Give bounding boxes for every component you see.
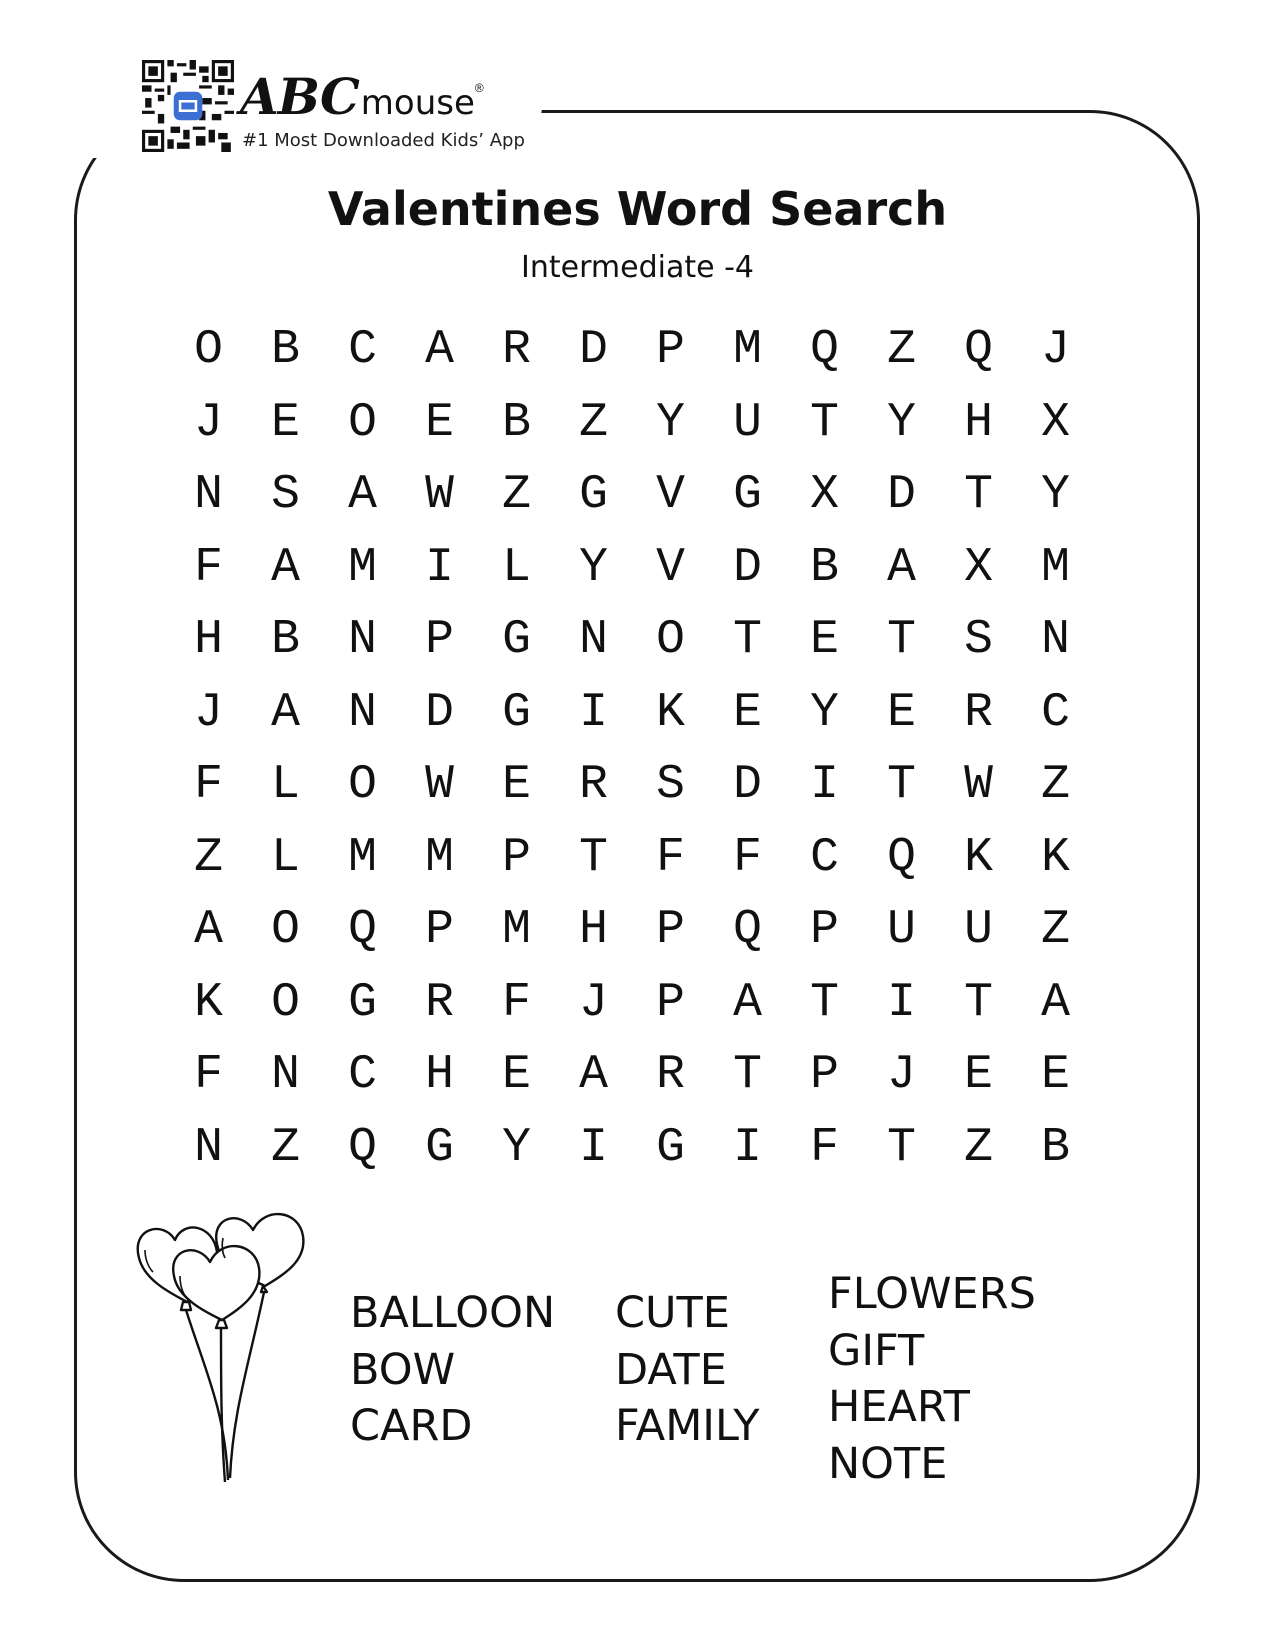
grid-letter[interactable]: C: [348, 1048, 377, 1102]
grid-letter[interactable]: U: [887, 903, 916, 957]
grid-letter[interactable]: T: [964, 975, 993, 1030]
grid-letter[interactable]: T: [964, 468, 993, 522]
grid-letter[interactable]: P: [502, 830, 531, 885]
grid-letter[interactable]: A: [271, 540, 300, 595]
grid-letter[interactable]: Z: [271, 1120, 300, 1175]
grid-letter[interactable]: X: [1041, 395, 1070, 450]
grid-letter[interactable]: F: [810, 1120, 839, 1175]
grid-letter[interactable]: I: [887, 975, 916, 1030]
grid-letter[interactable]: T: [579, 830, 608, 885]
grid-letter[interactable]: Z: [1041, 903, 1070, 957]
grid-letter[interactable]: G: [348, 975, 377, 1030]
grid-letter[interactable]: L: [271, 830, 300, 885]
word-list-column-2: [615, 1285, 760, 1455]
grid-letter[interactable]: O: [194, 323, 223, 377]
grid-letter[interactable]: E: [502, 1048, 531, 1102]
grid-letter[interactable]: B: [271, 323, 300, 377]
grid-letter[interactable]: D: [887, 468, 916, 522]
grid-letter[interactable]: O: [656, 613, 685, 667]
grid-letter[interactable]: E: [810, 613, 839, 667]
word-item: FLOWERS: [828, 1269, 1036, 1319]
grid-letter[interactable]: C: [810, 830, 839, 885]
grid-letter[interactable]: D: [733, 758, 762, 812]
grid-letter[interactable]: A: [733, 975, 762, 1030]
grid-letter[interactable]: M: [348, 830, 377, 885]
grid-letter[interactable]: N: [194, 468, 223, 522]
grid-letter[interactable]: T: [810, 395, 839, 450]
grid-letter[interactable]: M: [733, 323, 762, 377]
word-item: FAMILY: [615, 1401, 760, 1451]
grid-letter[interactable]: E: [1041, 1048, 1070, 1102]
word-item: BOW: [350, 1344, 456, 1395]
grid-letter[interactable]: T: [887, 758, 916, 812]
word-list-column-3: [828, 1266, 1036, 1492]
grid-letter[interactable]: A: [425, 323, 454, 377]
grid-letter[interactable]: E: [964, 1048, 993, 1102]
grid-letter[interactable]: A: [348, 468, 377, 522]
grid-letter[interactable]: T: [810, 975, 839, 1030]
grid-letter[interactable]: O: [271, 975, 300, 1030]
grid-letter[interactable]: J: [194, 685, 223, 740]
grid-letter[interactable]: Q: [348, 903, 377, 957]
grid-letter[interactable]: E: [887, 685, 916, 740]
grid-letter[interactable]: E: [502, 758, 531, 812]
grid-letter[interactable]: A: [579, 1048, 608, 1102]
grid-letter[interactable]: O: [348, 758, 377, 812]
word-item: CUTE: [615, 1288, 730, 1338]
letter-grid: [170, 323, 1094, 1196]
grid-letter[interactable]: Z: [964, 1120, 993, 1175]
grid-letter[interactable]: Y: [502, 1120, 531, 1175]
brand-mouse: mouse: [360, 83, 475, 123]
heart-balloons-icon: [135, 1210, 335, 1500]
grid-letter[interactable]: G: [425, 1120, 454, 1175]
grid-letter[interactable]: K: [964, 830, 993, 885]
grid-letter[interactable]: I: [733, 1120, 762, 1175]
grid-letter[interactable]: S: [271, 468, 300, 522]
grid-letter[interactable]: F: [194, 1048, 223, 1102]
grid-letter[interactable]: D: [579, 323, 608, 377]
grid-letter[interactable]: H: [964, 395, 993, 450]
grid-letter[interactable]: U: [733, 395, 762, 450]
grid-letter[interactable]: R: [656, 1048, 685, 1102]
grid-letter[interactable]: M: [502, 903, 531, 957]
grid-letter[interactable]: H: [425, 1048, 454, 1102]
grid-letter[interactable]: Q: [810, 323, 839, 377]
grid-letter[interactable]: J: [194, 395, 223, 450]
grid-letter[interactable]: L: [271, 758, 300, 812]
grid-letter[interactable]: Q: [733, 903, 762, 957]
grid-letter[interactable]: A: [194, 903, 223, 957]
grid-letter[interactable]: Q: [348, 1120, 377, 1175]
grid-letter[interactable]: S: [964, 613, 993, 667]
grid-letter[interactable]: V: [656, 540, 685, 595]
brand-abc: ABC: [240, 67, 359, 126]
grid-letter[interactable]: O: [271, 903, 300, 957]
grid-letter[interactable]: V: [656, 468, 685, 522]
grid-letter[interactable]: T: [887, 1120, 916, 1175]
word-item: HEART: [828, 1382, 970, 1432]
grid-letter[interactable]: R: [425, 975, 454, 1030]
abcmouse-logo: [240, 67, 484, 126]
word-item: BALLOON: [350, 1288, 556, 1338]
grid-letter[interactable]: J: [579, 975, 608, 1030]
grid-letter[interactable]: F: [502, 975, 531, 1030]
grid-letter[interactable]: Q: [964, 323, 993, 377]
grid-letter[interactable]: I: [425, 540, 454, 595]
grid-letter[interactable]: W: [425, 468, 454, 522]
grid-letter[interactable]: F: [733, 830, 762, 885]
grid-letter[interactable]: T: [733, 613, 762, 667]
grid-letter[interactable]: N: [579, 613, 608, 667]
grid-letter[interactable]: B: [810, 540, 839, 595]
grid-letter[interactable]: F: [194, 540, 223, 595]
grid-letter[interactable]: I: [579, 1120, 608, 1175]
grid-letter[interactable]: Y: [1041, 468, 1070, 522]
grid-letter[interactable]: K: [656, 685, 685, 740]
grid-letter[interactable]: F: [194, 758, 223, 812]
brand-tagline: #1 Most Downloaded Kids’ App: [242, 130, 525, 151]
grid-letter[interactable]: I: [810, 758, 839, 812]
grid-letter[interactable]: H: [579, 903, 608, 957]
grid-letter[interactable]: P: [425, 903, 454, 957]
word-item: DATE: [615, 1344, 727, 1395]
grid-letter[interactable]: A: [1041, 975, 1070, 1030]
grid-letter[interactable]: N: [194, 1120, 223, 1175]
grid-letter[interactable]: B: [271, 613, 300, 667]
grid-letter[interactable]: R: [579, 758, 608, 812]
grid-letter[interactable]: H: [194, 613, 223, 667]
grid-letter[interactable]: P: [810, 1048, 839, 1102]
grid-letter[interactable]: R: [964, 685, 993, 740]
grid-letter[interactable]: J: [887, 1048, 916, 1102]
registered-mark: ®: [474, 81, 484, 95]
grid-letter[interactable]: W: [425, 758, 454, 812]
grid-letter[interactable]: G: [733, 468, 762, 522]
grid-letter[interactable]: Y: [810, 685, 839, 740]
grid-letter[interactable]: Q: [887, 830, 916, 885]
grid-letter[interactable]: B: [502, 395, 531, 450]
grid-letter[interactable]: G: [502, 613, 531, 667]
grid-letter[interactable]: Z: [887, 323, 916, 377]
grid-letter[interactable]: N: [348, 613, 377, 667]
word-list-column-1: [350, 1285, 555, 1455]
grid-letter[interactable]: M: [1041, 540, 1070, 595]
grid-letter[interactable]: G: [656, 1120, 685, 1175]
grid-letter[interactable]: P: [656, 975, 685, 1030]
grid-letter[interactable]: A: [887, 540, 916, 595]
grid-letter[interactable]: G: [502, 685, 531, 740]
grid-letter[interactable]: M: [348, 540, 377, 595]
grid-letter[interactable]: A: [271, 685, 300, 740]
grid-letter[interactable]: U: [964, 903, 993, 957]
grid-letter[interactable]: W: [964, 758, 993, 812]
grid-letter[interactable]: N: [1041, 613, 1070, 667]
grid-letter[interactable]: Y: [579, 540, 608, 595]
grid-letter[interactable]: E: [271, 395, 300, 450]
grid-letter[interactable]: T: [887, 613, 916, 667]
grid-letter[interactable]: B: [1041, 1120, 1070, 1175]
grid-letter[interactable]: Y: [887, 395, 916, 450]
grid-letter[interactable]: R: [502, 323, 531, 377]
grid-letter[interactable]: C: [1041, 685, 1070, 740]
word-item: GIFT: [828, 1325, 925, 1376]
grid-letter[interactable]: Z: [502, 468, 531, 522]
grid-letter[interactable]: N: [348, 685, 377, 740]
grid-letter[interactable]: I: [579, 685, 608, 740]
grid-letter[interactable]: Z: [579, 395, 608, 450]
grid-letter[interactable]: X: [810, 468, 839, 522]
word-item: NOTE: [828, 1438, 948, 1489]
grid-letter[interactable]: K: [194, 975, 223, 1030]
grid-letter[interactable]: C: [348, 323, 377, 377]
grid-letter[interactable]: O: [348, 395, 377, 450]
grid-letter[interactable]: P: [810, 903, 839, 957]
grid-letter[interactable]: M: [425, 830, 454, 885]
grid-letter[interactable]: T: [733, 1048, 762, 1102]
grid-letter[interactable]: P: [425, 613, 454, 667]
grid-letter[interactable]: P: [656, 903, 685, 957]
worksheet-subtitle: Intermediate -4: [521, 250, 754, 285]
grid-letter[interactable]: S: [656, 758, 685, 812]
worksheet-title: Valentines Word Search: [327, 182, 948, 236]
word-item: CARD: [350, 1401, 473, 1451]
grid-letter[interactable]: P: [656, 323, 685, 377]
grid-letter[interactable]: F: [656, 830, 685, 885]
grid-letter[interactable]: L: [502, 540, 531, 595]
grid-letter[interactable]: X: [964, 540, 993, 595]
grid-letter[interactable]: Z: [194, 830, 223, 885]
grid-letter[interactable]: K: [1041, 830, 1070, 885]
grid-letter[interactable]: D: [733, 540, 762, 595]
qr-code-icon: [142, 60, 234, 152]
grid-letter[interactable]: G: [579, 468, 608, 522]
grid-letter[interactable]: J: [1041, 323, 1070, 377]
grid-letter[interactable]: N: [271, 1048, 300, 1102]
grid-letter[interactable]: D: [425, 685, 454, 740]
grid-letter[interactable]: Z: [1041, 758, 1070, 812]
grid-letter[interactable]: E: [733, 685, 762, 740]
grid-letter[interactable]: E: [425, 395, 454, 450]
grid-letter[interactable]: Y: [656, 395, 685, 450]
